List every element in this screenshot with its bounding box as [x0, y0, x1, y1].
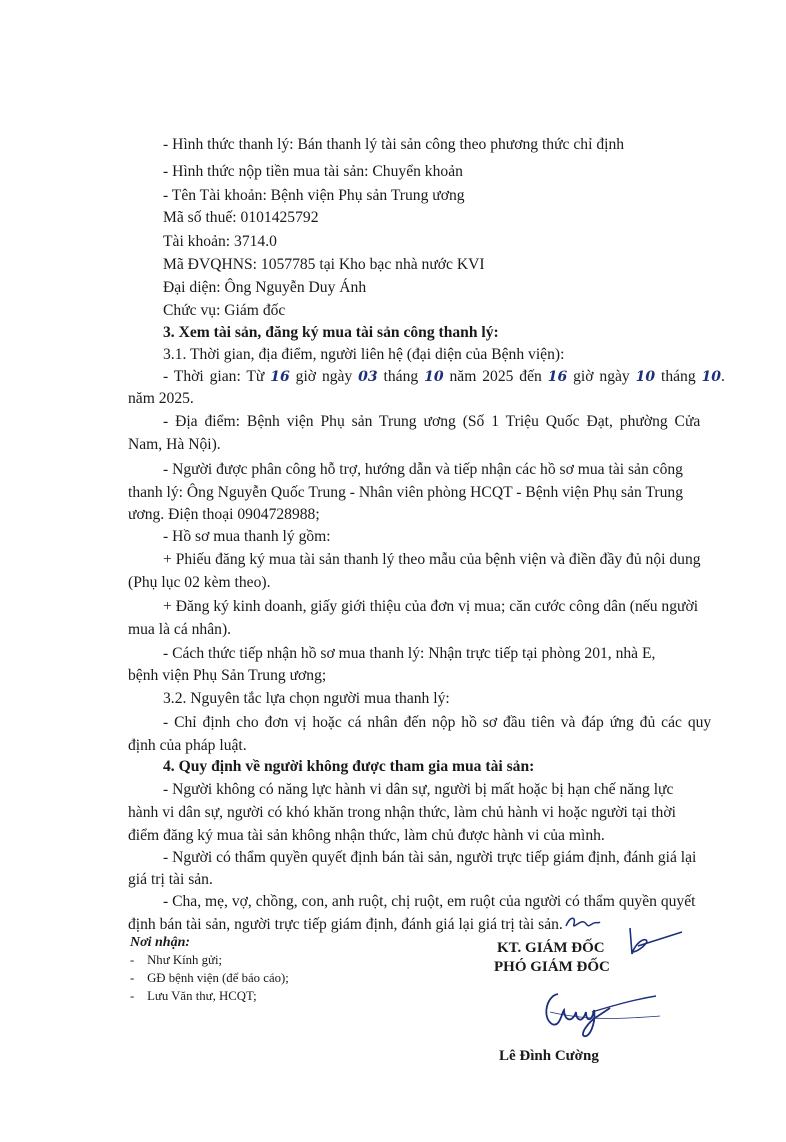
line-account-name: - Tên Tài khoản: Bệnh viện Phụ sản Trung ương: [163, 187, 465, 204]
signer-name: Lê Đình Cường: [499, 1048, 599, 1064]
section-3-heading: 3. Xem tài sản, đăng ký mua tài sản công thanh lý:: [163, 324, 499, 341]
line-contact-cont: thanh lý: Ông Nguyễn Quốc Trung - Nhân viên phòng HCQT - Bệnh viện Phụ sản Trung: [128, 484, 684, 501]
line-tax-code: Mã số thuế: 0101425792: [163, 209, 319, 226]
line-restriction-3: - Cha, mẹ, vợ, chồng, con, anh ruột, chị ruột, em ruột của người có thẩm quyền quyết: [163, 893, 696, 910]
recipient-text: Như Kính gửi;: [147, 953, 223, 967]
time-text: năm 2025 đến: [443, 368, 548, 385]
line-payment-form: - Hình thức nộp tiền mua tài sản: Chuyển khoản: [163, 163, 463, 180]
initial-mark-icon: [562, 912, 602, 934]
line-budget-code: Mã ĐVQHNS: 1057785 tại Kho bạc nhà nước KVI: [163, 256, 485, 273]
recipient-item: - Như Kính gửi;: [130, 953, 223, 967]
time-text: tháng: [377, 368, 425, 385]
section-4-heading: 4. Quy định về người không được tham gia mua tài sản:: [163, 758, 535, 775]
line-restriction-2-cont: giá trị tài sản.: [128, 871, 213, 888]
line-representative: Đại diện: Ông Nguyễn Duy Ánh: [163, 279, 367, 296]
handwritten-month-end: 10: [701, 369, 722, 385]
time-text: giờ ngày: [289, 368, 359, 385]
time-text: giờ ngày: [567, 368, 636, 385]
line-contact: - Người được phân công hỗ trợ, hướng dẫn và tiếp nhận các hồ sơ mua tài sản công: [163, 461, 683, 478]
line-year: năm 2025.: [128, 390, 194, 407]
line-receipt-method: - Cách thức tiếp nhận hồ sơ mua thanh lý: Nhận trực tiếp tại phòng 201, nhà E,: [163, 645, 656, 662]
line-dossier-item-2-cont: mua là cá nhân).: [128, 621, 232, 638]
line-position: Chức vụ: Giám đốc: [163, 302, 286, 319]
handwritten-hour-end: 16: [547, 369, 568, 385]
time-prefix: - Thời gian: Từ: [163, 368, 271, 385]
handwritten-hour-start: 16: [270, 369, 290, 385]
line-dossier-item-2: + Đăng ký kinh doanh, giấy giới thiệu của đơn vị mua; căn cước công dân (nếu người: [163, 598, 699, 615]
handwritten-day-end: 10: [635, 369, 656, 385]
line-phone: ương. Điện thoại 0904728988;: [128, 506, 320, 523]
line-restriction-2: - Người có thẩm quyền quyết định bán tài sản, người trực tiếp giám định, đánh giá lại: [163, 849, 697, 866]
section-3-2-heading: 3.2. Nguyên tắc lựa chọn người mua thanh lý:: [163, 690, 450, 707]
section-3-1-heading: 3.1. Thời gian, địa điểm, người liên hệ (đại diện của Bệnh viện):: [163, 346, 565, 363]
recipients-title: Nơi nhận:: [130, 935, 191, 950]
line-principle: - Chỉ định cho đơn vị hoặc cá nhân đến nộp hồ sơ đầu tiên và đáp ứng đủ các quy: [163, 714, 712, 731]
line-principle-cont: định của pháp luật.: [128, 737, 247, 754]
recipient-text: Lưu Văn thư, HCQT;: [147, 989, 257, 1003]
recipient-item: - GĐ bệnh viện (để báo cáo);: [130, 971, 289, 985]
line-location: - Địa điểm: Bệnh viện Phụ sản Trung ương (Số 1 Triệu Quốc Đạt, phường Cửa: [163, 413, 701, 430]
time-text: tháng: [655, 368, 702, 385]
initial-signature-icon: [620, 922, 690, 962]
line-time: [163, 367, 725, 387]
handwritten-signature-icon: [532, 982, 662, 1042]
line-location-cont: Nam, Hà Nội).: [128, 436, 221, 453]
line-receipt-method-cont: bệnh viện Phụ Sản Trung ương;: [128, 667, 327, 684]
line-dossier-heading: - Hồ sơ mua thanh lý gồm:: [163, 528, 331, 545]
line-account-number: Tài khoản: 3714.0: [163, 233, 277, 250]
time-text: .: [721, 368, 725, 385]
line-restriction-1: - Người không có năng lực hành vi dân sự, người bị mất hoặc bị hạn chế năng lực: [163, 781, 674, 798]
signature-role-2: PHÓ GIÁM ĐỐC: [494, 959, 610, 975]
line-thanh-ly-form: - Hình thức thanh lý: Bán thanh lý tài sản công theo phương thức chỉ định: [163, 136, 625, 153]
signature-role-1: KT. GIÁM ĐỐC: [497, 940, 605, 956]
line-restriction-1-cont: hành vi dân sự, người có khó khăn trong nhận thức, làm chủ hành vi hoặc người tại thời: [128, 804, 676, 821]
line-dossier-item-1: + Phiếu đăng ký mua tài sản thanh lý theo mẫu của bệnh viện và điền đầy đủ nội dung: [163, 551, 701, 568]
recipient-text: GĐ bệnh viện (để báo cáo);: [147, 971, 289, 985]
recipient-item: - Lưu Văn thư, HCQT;: [130, 989, 257, 1003]
line-restriction-3-cont: định bán tài sản, người trực tiếp giám định, đánh giá lại giá trị tài sản.: [128, 916, 563, 933]
handwritten-day-start: 03: [358, 369, 378, 385]
handwritten-month-start: 10: [424, 369, 444, 385]
line-restriction-1-cont2: điểm đăng ký mua tài sản không nhận thức, làm chủ được hành vi của mình.: [128, 827, 605, 844]
line-dossier-item-1-cont: (Phụ lục 02 kèm theo).: [128, 574, 271, 591]
